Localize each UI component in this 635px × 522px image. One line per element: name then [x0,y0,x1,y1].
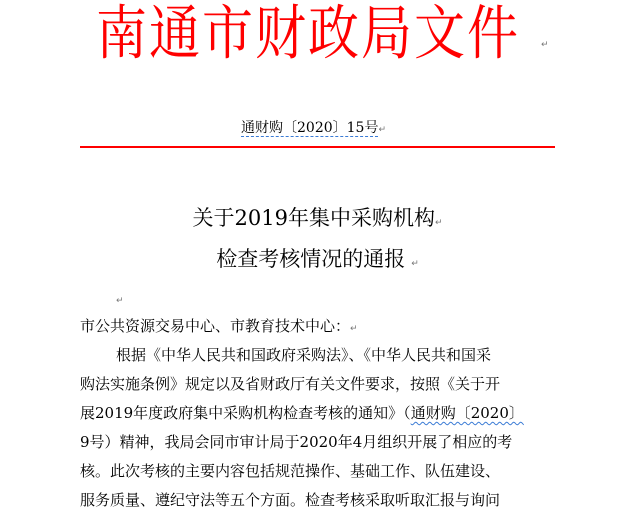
empty-paragraph-mark: ↵ [116,296,124,306]
document-title-line-1 [0,203,635,238]
body-line-3-text: 展2019年度政府集中采购机构检查考核的通知》（ [80,404,411,422]
title-line-1-text: 关于2019年集中采购机构 [192,206,435,230]
body-line-2: 购法实施条例》规定以及省财政厅有关文件要求，按照《关于开 [80,375,501,393]
paragraph-mark: ↵ [350,324,358,334]
body-line-3-doc-ref: 通财购〔2020〕 [410,404,524,422]
body-line-3 [80,399,560,428]
paragraph-mark: ↵ [411,259,419,269]
body-line-1: 根据《中华人民共和国政府采购法》、《中华人民共和国采 [116,346,492,364]
recipient-text: 市公共资源交易中心、市教育技术中心： [80,317,351,335]
paragraph-mark: ↵ [434,218,443,228]
document-title-line-2 [0,244,635,279]
header-title: 南通市财政局文件 [96,0,521,69]
paragraph-mark: ↵ [541,40,549,50]
title-line-2-text: 检查考核情况的通报 [216,247,406,271]
body-line-4: 9号）精神，我局会同市审计局于2020年4月组织开展了相应的考 [80,433,513,451]
recipient-line [80,312,560,344]
paragraph-mark: ↵ [378,125,386,135]
red-divider-line [80,146,555,148]
body-line-6: 服务质量、遵纪守法等五个方面。检查考核采取听取汇报与询问 [80,491,501,509]
document-number: 通财购〔2020〕15号 [241,120,379,136]
document-number-line [0,118,635,140]
body-line-5: 核。此次考核的主要内容包括规范操作、基础工作、队伍建设、 [80,462,501,480]
